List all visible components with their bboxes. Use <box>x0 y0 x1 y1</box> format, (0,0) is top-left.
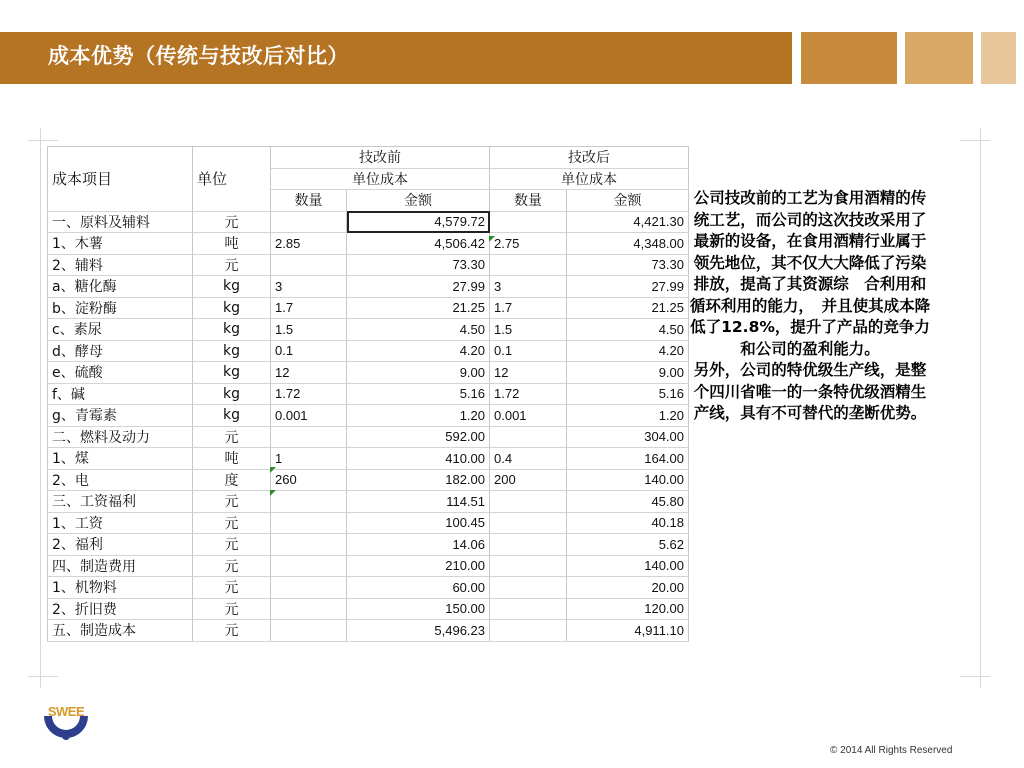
row-amount-after: 5.62 <box>567 534 689 556</box>
row-unit: kg <box>193 383 271 405</box>
row-unit: kg <box>193 276 271 298</box>
row-item: 二、燃料及动力 <box>48 426 193 448</box>
table-row <box>48 233 689 255</box>
row-amount-before: 5.16 <box>347 383 490 405</box>
row-amount-before: 210.00 <box>347 555 490 577</box>
header-deco-block <box>981 32 1016 84</box>
header-unit-cost: 单位成本 <box>490 168 689 190</box>
table-row <box>48 340 689 362</box>
table-row <box>48 577 689 599</box>
row-unit: 元 <box>193 512 271 534</box>
row-qty-after <box>490 555 567 577</box>
description-paragraph: 公司技改前的工艺为食用酒精的传统工艺，而公司的这次技改采用了最新的设备，在食用酒精行业属于领先地位，其不仅大大降低了污染排放，提高了其资源综 合利用和循环利用的能力， 并且使其成本降低了12.8%，提升了产品的竞争力和公司的盈利能力。 <box>689 189 931 358</box>
row-qty-before: 2.85 <box>271 233 347 255</box>
row-unit: kg <box>193 319 271 341</box>
row-qty-before <box>271 598 347 620</box>
table-header-row <box>48 147 689 169</box>
row-unit: 元 <box>193 534 271 556</box>
row-unit: 元 <box>193 426 271 448</box>
row-item: g、青霉素 <box>48 405 193 427</box>
description-text <box>688 188 932 425</box>
row-qty-after: 3 <box>490 276 567 298</box>
cell-comment-marker <box>270 490 276 496</box>
header-cost-item: 成本项目 <box>48 147 193 212</box>
row-qty-after: 0.4 <box>490 448 567 470</box>
frame-line <box>980 128 981 688</box>
row-qty-before: 1 <box>271 448 347 470</box>
row-amount-after: 140.00 <box>567 555 689 577</box>
description-paragraph: 另外，公司的特优级生产线，是整个四川省唯一的一条特优级酒精生产线，具有不可替代的垄断优势。 <box>693 361 927 422</box>
table-row <box>48 362 689 384</box>
header-qty: 数量 <box>271 190 347 212</box>
row-item: 1、工资 <box>48 512 193 534</box>
row-unit: kg <box>193 405 271 427</box>
row-qty-after: 12 <box>490 362 567 384</box>
row-amount-after: 1.20 <box>567 405 689 427</box>
row-qty-before: 1.5 <box>271 319 347 341</box>
company-logo <box>38 700 94 748</box>
cell-comment-marker <box>489 236 495 242</box>
row-amount-after: 4.20 <box>567 340 689 362</box>
row-qty-after <box>490 598 567 620</box>
row-qty-after: 0.001 <box>490 405 567 427</box>
row-qty-before <box>271 555 347 577</box>
row-amount-after: 40.18 <box>567 512 689 534</box>
row-amount-before: 114.51 <box>347 491 490 513</box>
row-unit: kg <box>193 362 271 384</box>
row-item: f、碱 <box>48 383 193 405</box>
row-item: d、酵母 <box>48 340 193 362</box>
row-amount-after: 304.00 <box>567 426 689 448</box>
row-qty-after: 200 <box>490 469 567 491</box>
header-amount: 金额 <box>567 190 689 212</box>
row-amount-before: 5,496.23 <box>347 620 490 642</box>
row-amount-after: 140.00 <box>567 469 689 491</box>
row-qty-before <box>271 534 347 556</box>
row-qty-before: 1.7 <box>271 297 347 319</box>
row-unit: 度 <box>193 469 271 491</box>
row-qty-before <box>271 512 347 534</box>
cost-table <box>47 146 689 642</box>
row-amount-after: 21.25 <box>567 297 689 319</box>
frame-line <box>960 676 990 677</box>
row-item: 1、机物料 <box>48 577 193 599</box>
row-amount-before: 592.00 <box>347 426 490 448</box>
frame-line <box>960 140 990 141</box>
row-qty-after: 0.1 <box>490 340 567 362</box>
row-amount-before: 4.50 <box>347 319 490 341</box>
row-qty-after <box>490 534 567 556</box>
row-qty-before <box>271 577 347 599</box>
row-amount-after: 20.00 <box>567 577 689 599</box>
row-item: 1、煤 <box>48 448 193 470</box>
row-amount-before: 100.45 <box>347 512 490 534</box>
row-qty-after: 1.5 <box>490 319 567 341</box>
row-amount-before: 1.20 <box>347 405 490 427</box>
row-qty-before: 260 <box>271 469 347 491</box>
header-before: 技改前 <box>271 147 490 169</box>
row-unit: 元 <box>193 577 271 599</box>
table-row <box>48 405 689 427</box>
table-row <box>48 211 689 233</box>
table-row <box>48 491 689 513</box>
frame-line <box>28 676 58 677</box>
table-row <box>48 276 689 298</box>
header-after: 技改后 <box>490 147 689 169</box>
row-amount-after: 9.00 <box>567 362 689 384</box>
header-qty: 数量 <box>490 190 567 212</box>
row-item: 2、电 <box>48 469 193 491</box>
row-amount-before: 73.30 <box>347 254 490 276</box>
row-item: 三、工资福利 <box>48 491 193 513</box>
row-item: 一、原料及辅料 <box>48 211 193 233</box>
header-unit-cost: 单位成本 <box>271 168 490 190</box>
table-row <box>48 383 689 405</box>
row-amount-before: 27.99 <box>347 276 490 298</box>
row-item: 四、制造费用 <box>48 555 193 577</box>
table-row <box>48 469 689 491</box>
row-amount-after: 4,348.00 <box>567 233 689 255</box>
row-unit: 元 <box>193 254 271 276</box>
table-row <box>48 254 689 276</box>
row-item: 2、折旧费 <box>48 598 193 620</box>
row-qty-before: 1.72 <box>271 383 347 405</box>
row-qty-before <box>271 426 347 448</box>
row-item: 2、福利 <box>48 534 193 556</box>
row-amount-before: 4.20 <box>347 340 490 362</box>
row-item: b、淀粉酶 <box>48 297 193 319</box>
row-qty-before: 12 <box>271 362 347 384</box>
table-row <box>48 598 689 620</box>
row-item: 五、制造成本 <box>48 620 193 642</box>
table-row <box>48 534 689 556</box>
row-unit: 吨 <box>193 233 271 255</box>
row-amount-before: 410.00 <box>347 448 490 470</box>
row-qty-after: 2.75 <box>490 233 567 255</box>
row-qty-after <box>490 211 567 233</box>
row-qty-before <box>271 491 347 513</box>
row-qty-before: 3 <box>271 276 347 298</box>
row-qty-after <box>490 512 567 534</box>
svg-text:SWEE: SWEE <box>47 704 85 719</box>
row-unit: kg <box>193 297 271 319</box>
row-amount-after: 27.99 <box>567 276 689 298</box>
table-row <box>48 297 689 319</box>
row-amount-after: 73.30 <box>567 254 689 276</box>
row-amount-after: 164.00 <box>567 448 689 470</box>
cell-comment-marker <box>270 467 276 473</box>
row-item: 1、木薯 <box>48 233 193 255</box>
row-amount-after: 120.00 <box>567 598 689 620</box>
row-amount-after: 4.50 <box>567 319 689 341</box>
row-amount-before: 9.00 <box>347 362 490 384</box>
row-amount-before: 4,579.72 <box>347 211 490 233</box>
row-item: 2、辅料 <box>48 254 193 276</box>
row-item: a、糖化酶 <box>48 276 193 298</box>
row-qty-before: 0.001 <box>271 405 347 427</box>
row-amount-before: 60.00 <box>347 577 490 599</box>
row-qty-after <box>490 577 567 599</box>
row-amount-after: 45.80 <box>567 491 689 513</box>
row-qty-after <box>490 254 567 276</box>
row-amount-before: 21.25 <box>347 297 490 319</box>
row-unit: 元 <box>193 211 271 233</box>
row-qty-before: 0.1 <box>271 340 347 362</box>
page-title: 成本优势（传统与技改后对比） <box>48 44 349 68</box>
row-qty-after <box>490 620 567 642</box>
row-amount-before: 182.00 <box>347 469 490 491</box>
row-unit: kg <box>193 340 271 362</box>
table-row <box>48 555 689 577</box>
row-qty-before <box>271 620 347 642</box>
row-amount-before: 150.00 <box>347 598 490 620</box>
header-amount: 金额 <box>347 190 490 212</box>
copyright-text: © 2014 All Rights Reserved <box>830 745 953 756</box>
row-amount-after: 4,911.10 <box>567 620 689 642</box>
row-item: c、素尿 <box>48 319 193 341</box>
table-row <box>48 448 689 470</box>
row-unit: 吨 <box>193 448 271 470</box>
table-row <box>48 426 689 448</box>
row-amount-before: 14.06 <box>347 534 490 556</box>
row-qty-after: 1.72 <box>490 383 567 405</box>
frame-line <box>28 140 58 141</box>
row-amount-before: 4,506.42 <box>347 233 490 255</box>
row-item: e、硫酸 <box>48 362 193 384</box>
row-unit: 元 <box>193 555 271 577</box>
table-row <box>48 319 689 341</box>
logo-icon <box>38 700 94 748</box>
row-amount-after: 5.16 <box>567 383 689 405</box>
table-row <box>48 620 689 642</box>
header-deco-block <box>905 32 973 84</box>
row-amount-after: 4,421.30 <box>567 211 689 233</box>
row-qty-after: 1.7 <box>490 297 567 319</box>
table-row <box>48 512 689 534</box>
row-qty-after <box>490 426 567 448</box>
header-unit: 单位 <box>193 147 271 212</box>
row-unit: 元 <box>193 491 271 513</box>
frame-line <box>40 128 41 688</box>
header-deco-block <box>801 32 897 84</box>
row-qty-after <box>490 491 567 513</box>
row-unit: 元 <box>193 598 271 620</box>
row-qty-before <box>271 254 347 276</box>
row-unit: 元 <box>193 620 271 642</box>
row-qty-before <box>271 211 347 233</box>
